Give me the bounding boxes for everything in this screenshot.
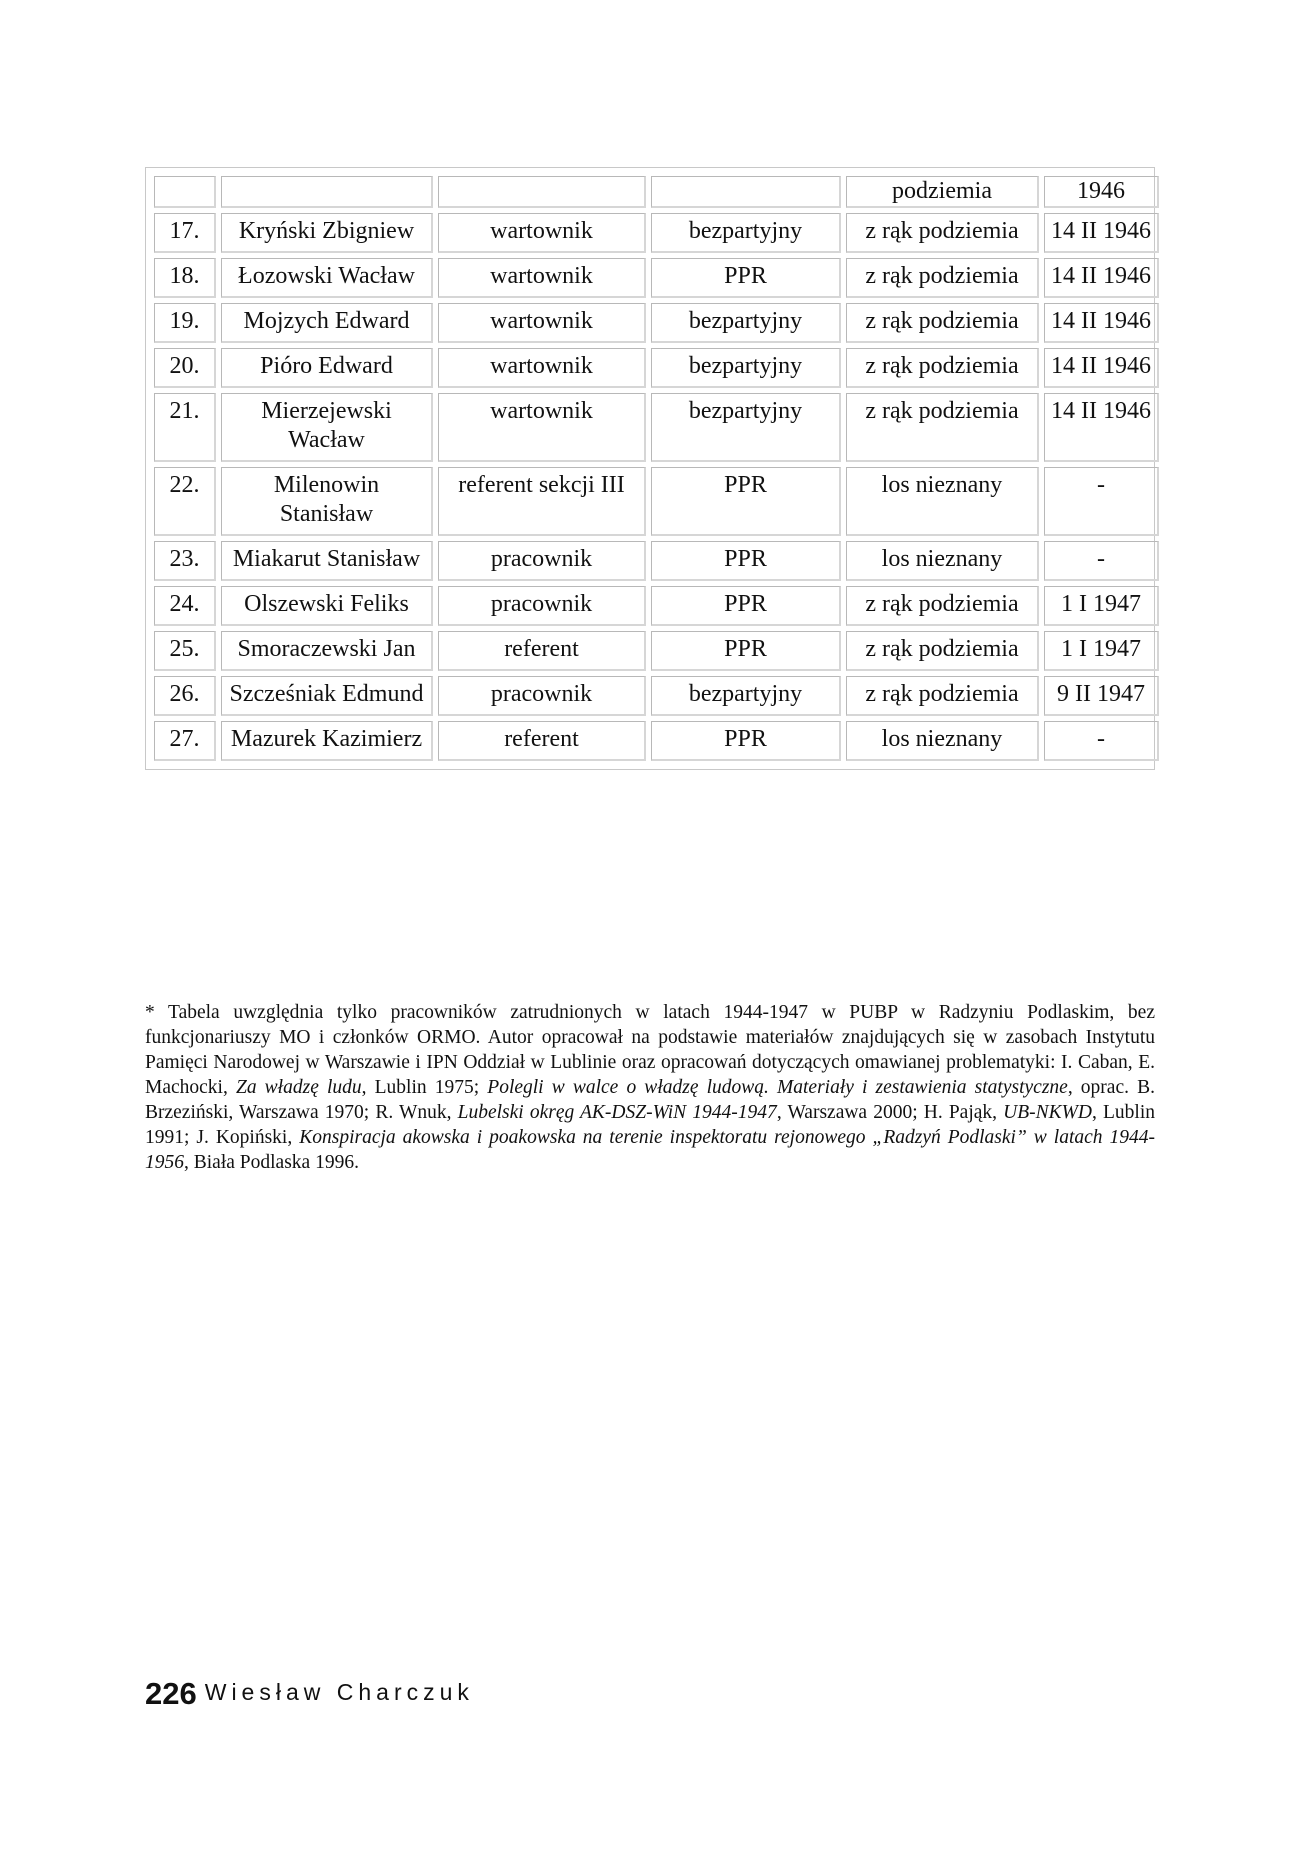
table-cell: z rąk podziemia: [846, 258, 1039, 298]
footnote-title-segment: Konspiracja akowska i poakowska na terenie inspektoratu rejonowego „Radzyń Podlaski” w latach 1944-1956: [145, 1127, 1156, 1173]
table-row: [154, 541, 1159, 581]
table-row: [154, 303, 1159, 343]
table-row: [154, 586, 1159, 626]
table-cell: los nieznany: [846, 541, 1039, 581]
table-cell: Miakarut Stanisław: [221, 541, 433, 581]
table-cell: PPR: [651, 721, 841, 761]
table-cell: Mazurek Kazimierz: [221, 721, 433, 761]
table-cell: wartownik: [438, 393, 646, 462]
table-cell: 1 I 1947: [1044, 631, 1159, 671]
table-cell: 1946: [1044, 176, 1159, 208]
table-cell: [221, 176, 433, 208]
table-row: [154, 258, 1159, 298]
table-cell: PPR: [651, 541, 841, 581]
table-cell: referent: [438, 631, 646, 671]
table-cell: Mojzych Edward: [221, 303, 433, 343]
page-number: 226: [145, 1676, 197, 1711]
table-cell: PPR: [651, 631, 841, 671]
table-row: [154, 721, 1159, 761]
table-cell: -: [1044, 541, 1159, 581]
table-cell: 9 II 1947: [1044, 676, 1159, 716]
footnote-text-segment: , oprac. B. Brzeziński, Warszawa 1970; R. Wnuk,: [145, 1077, 1155, 1123]
table-cell: wartownik: [438, 258, 646, 298]
table-cell: Milenowin Stanisław: [221, 467, 433, 536]
table-row: [154, 393, 1159, 462]
table-cell: z rąk podziemia: [846, 586, 1039, 626]
footnote-text-segment: , Biała Podlaska 1996.: [184, 1152, 359, 1173]
table-cell: Mierzejewski Wacław: [221, 393, 433, 462]
table-cell: 14 II 1946: [1044, 393, 1159, 462]
table-row: [154, 348, 1159, 388]
table-cell: 26.: [154, 676, 216, 716]
table-cell: z rąk podziemia: [846, 631, 1039, 671]
table-cell: Olszewski Feliks: [221, 586, 433, 626]
table-cell: Kryński Zbigniew: [221, 213, 433, 253]
table-cell: 18.: [154, 258, 216, 298]
table-cell: 27.: [154, 721, 216, 761]
table-cell: -: [1044, 467, 1159, 536]
table-cell: Pióro Edward: [221, 348, 433, 388]
casualty-table: [149, 171, 1164, 766]
table-cell: Smoraczewski Jan: [221, 631, 433, 671]
table-cell: 24.: [154, 586, 216, 626]
table-cell: PPR: [651, 258, 841, 298]
table-cell: 25.: [154, 631, 216, 671]
table-cell: Łozowski Wacław: [221, 258, 433, 298]
table-cell: Szcześniak Edmund: [221, 676, 433, 716]
table-cell: 23.: [154, 541, 216, 581]
table-cell: wartownik: [438, 348, 646, 388]
table-row-continuation: [154, 176, 1159, 208]
table-body: [154, 176, 1159, 761]
table-footnote: [145, 1000, 1155, 1175]
table-cell: pracownik: [438, 586, 646, 626]
table-cell: 14 II 1946: [1044, 348, 1159, 388]
table-row: [154, 676, 1159, 716]
table-cell: pracownik: [438, 676, 646, 716]
table-cell: referent sekcji III: [438, 467, 646, 536]
table-cell: pracownik: [438, 541, 646, 581]
table-cell: los nieznany: [846, 467, 1039, 536]
table-cell: -: [1044, 721, 1159, 761]
table-row: [154, 213, 1159, 253]
table-cell: los nieznany: [846, 721, 1039, 761]
table-cell: z rąk podziemia: [846, 213, 1039, 253]
table-cell: wartownik: [438, 213, 646, 253]
table-cell: podziemia: [846, 176, 1039, 208]
table-cell: 21.: [154, 393, 216, 462]
table-cell: [438, 176, 646, 208]
footnote-text-segment: , Lublin 1975;: [361, 1077, 488, 1098]
table-cell: 20.: [154, 348, 216, 388]
table-row: [154, 631, 1159, 671]
footnote-text-segment: , Warszawa 2000; H. Pająk,: [776, 1102, 1004, 1123]
table-cell: bezpartyjny: [651, 213, 841, 253]
table-cell: 22.: [154, 467, 216, 536]
footnote-title-segment: Za władzę ludu: [235, 1077, 362, 1098]
table-cell: referent: [438, 721, 646, 761]
table-row: [154, 467, 1159, 536]
table-cell: z rąk podziemia: [846, 393, 1039, 462]
table-cell: [154, 176, 216, 208]
footnote-text-segment: , Lublin 1991; J. Kopiński,: [145, 1102, 1155, 1148]
footnote-title-segment: UB-NKWD: [1003, 1102, 1092, 1123]
table-cell: z rąk podziemia: [846, 676, 1039, 716]
table-cell: bezpartyjny: [651, 348, 841, 388]
page-footer: [145, 1676, 474, 1712]
footnote-title-segment: Lubelski okręg AK-DSZ-WiN 1944-1947: [457, 1102, 777, 1123]
table-cell: bezpartyjny: [651, 303, 841, 343]
table-cell: z rąk podziemia: [846, 348, 1039, 388]
table-cell: bezpartyjny: [651, 393, 841, 462]
table-cell: PPR: [651, 586, 841, 626]
table-cell: 17.: [154, 213, 216, 253]
footnote-title-segment: Polegli w walce o władzę ludową. Materiały i zestawienia statystyczne: [487, 1077, 1068, 1098]
table-cell: 14 II 1946: [1044, 303, 1159, 343]
table-cell: [651, 176, 841, 208]
table-cell: 14 II 1946: [1044, 213, 1159, 253]
casualty-table-frame: [145, 167, 1155, 770]
table-cell: 1 I 1947: [1044, 586, 1159, 626]
running-author: Wiesław Charczuk: [204, 1679, 474, 1705]
table-cell: 19.: [154, 303, 216, 343]
table-cell: PPR: [651, 467, 841, 536]
footnote-text-segment: * Tabela uwzględnia tylko pracowników zatrudnionych w latach 1944-1947 w PUBP w Radzyniu Podlaskim, bez funkcjonariuszy MO i członków ORMO. Autor opracował na podstawie materiałów znajdujących się w zasobach Instytutu Pamięci Narodowej w Warszawie i IPN Oddział w Lublinie oraz opracowań dotyczących omawianej problematyki: I. Caban, E. Machocki,: [145, 1002, 1155, 1098]
table-cell: bezpartyjny: [651, 676, 841, 716]
table-cell: z rąk podziemia: [846, 303, 1039, 343]
table-cell: wartownik: [438, 303, 646, 343]
table-cell: 14 II 1946: [1044, 258, 1159, 298]
